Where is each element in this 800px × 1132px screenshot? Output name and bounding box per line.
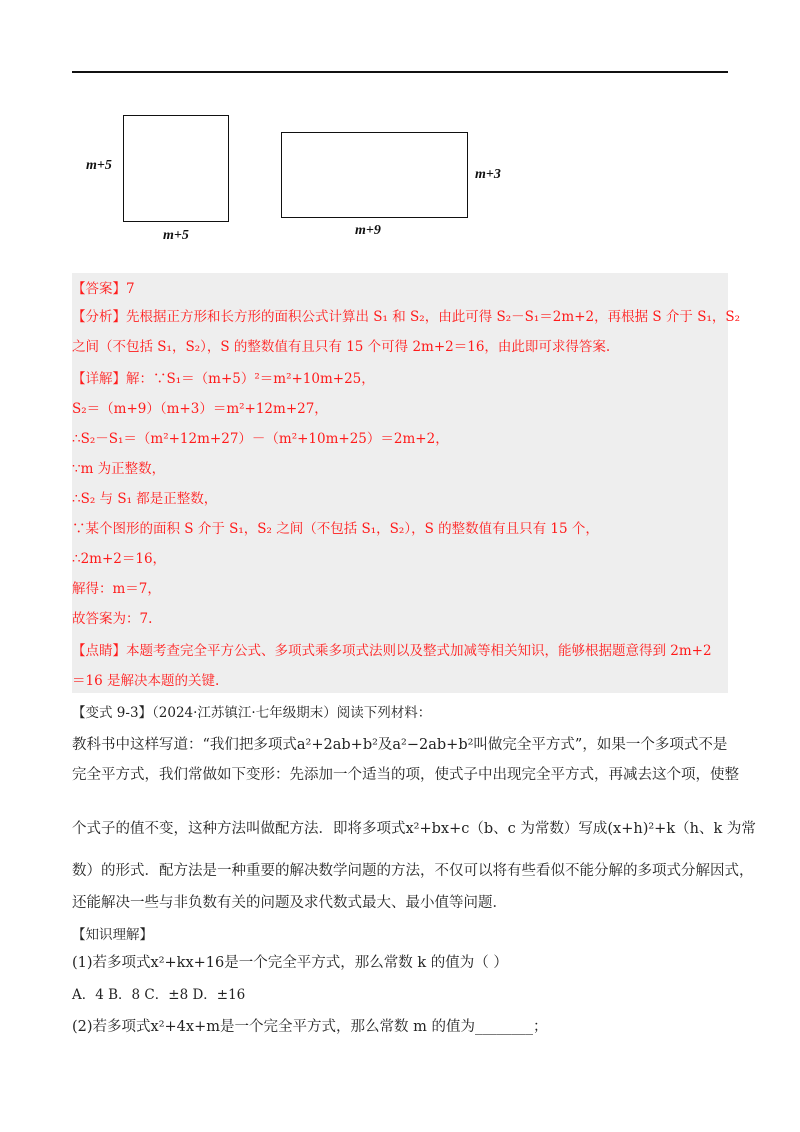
detail-line: ∴S₂ 与 S₁ 都是正整数， (72, 491, 218, 507)
rectangle-shape (281, 132, 468, 218)
detail-line: 【详解】解：∵S₁＝（m+5）²＝m²+10m+25， (72, 371, 375, 387)
problem-text-line: 教科书中这样写道：“我们把多项式a²+2ab+b²及a²−2ab+b²叫做完全平方式”，如果一个多项式不是 (72, 737, 728, 753)
detail-line: ∴2m+2＝16， (72, 551, 167, 567)
detail-line: ∵某个图形的面积 S 介于 S₁，S₂ 之间（不包括 S₁，S₂），S 的整数值有且只有 15 个， (72, 521, 599, 537)
square-bottom-label: m+5 (163, 228, 189, 243)
detail-line: S₂＝（m+9）（m+3）＝m²+12m+27， (72, 401, 328, 417)
detail-line: ∴S₂－S₁＝（m²+12m+27）－（m²+10m+25）＝2m+2， (72, 431, 449, 447)
question-1: (1)若多项式x²+kx+16是一个完全平方式，那么常数 k 的值为（ ） (72, 955, 508, 971)
problem-text-line: 数）的形式．配方法是一种重要的解决数学问题的方法，不仅可以将有些看似不能分解的多项式分解因式， (72, 863, 754, 879)
square-shape (123, 115, 229, 222)
problem-heading: 【变式 9-3】（2024·江苏镇江·七年级期末）阅读下列材料： (72, 705, 432, 721)
rectangle-side-label: m+3 (475, 167, 501, 182)
analysis-line: 之间（不包括 S₁，S₂），S 的整数值有且只有 15 个可得 2m+2＝16，由此即可求得答案. (72, 339, 611, 355)
problem-text-line: 个式子的值不变，这种方法叫做配方法．即将多项式x²+bx+c（b、c 为常数）写成(x+h)²+k（h、k 为常 (72, 821, 756, 837)
answer-line: 【答案】7 (72, 281, 135, 297)
problem-text-line: 还能解决一些与非负数有关的问题及求代数式最大、最小值等问题． (72, 895, 507, 911)
detail-line: 解得：m＝7， (72, 581, 161, 597)
comment-line: ＝16 是解决本题的关键. (72, 673, 220, 689)
problem-text-line: 完全平方式，我们常做如下变形：先添加一个适当的项，使式子中出现完全平方式，再减去这个项，使整 (72, 767, 739, 783)
rectangle-bottom-label: m+9 (355, 223, 381, 238)
header-rule (72, 71, 728, 73)
question-2: (2)若多项式x²+4x+m是一个完全平方式，那么常数 m 的值为________； (72, 1019, 548, 1035)
detail-line: 故答案为：7. (72, 611, 153, 627)
section-heading: 【知识理解】 (72, 927, 153, 943)
question-1-options: A．4 B．8 C．±8 D．±16 (72, 987, 246, 1003)
detail-line: ∵m 为正整数， (72, 461, 166, 477)
square-side-label: m+5 (86, 158, 112, 173)
analysis-line: 【分析】先根据正方形和长方形的面积公式计算出 S₁ 和 S₂，由此可得 S₂－S₁＝2m+2，再根据 S 介于 S₁，S₂ (72, 309, 741, 325)
comment-line: 【点睛】本题考查完全平方公式、多项式乘多项式法则以及整式加减等相关知识，能够根据题意得到 2m+2 (72, 643, 712, 659)
answer-panel (72, 273, 728, 693)
